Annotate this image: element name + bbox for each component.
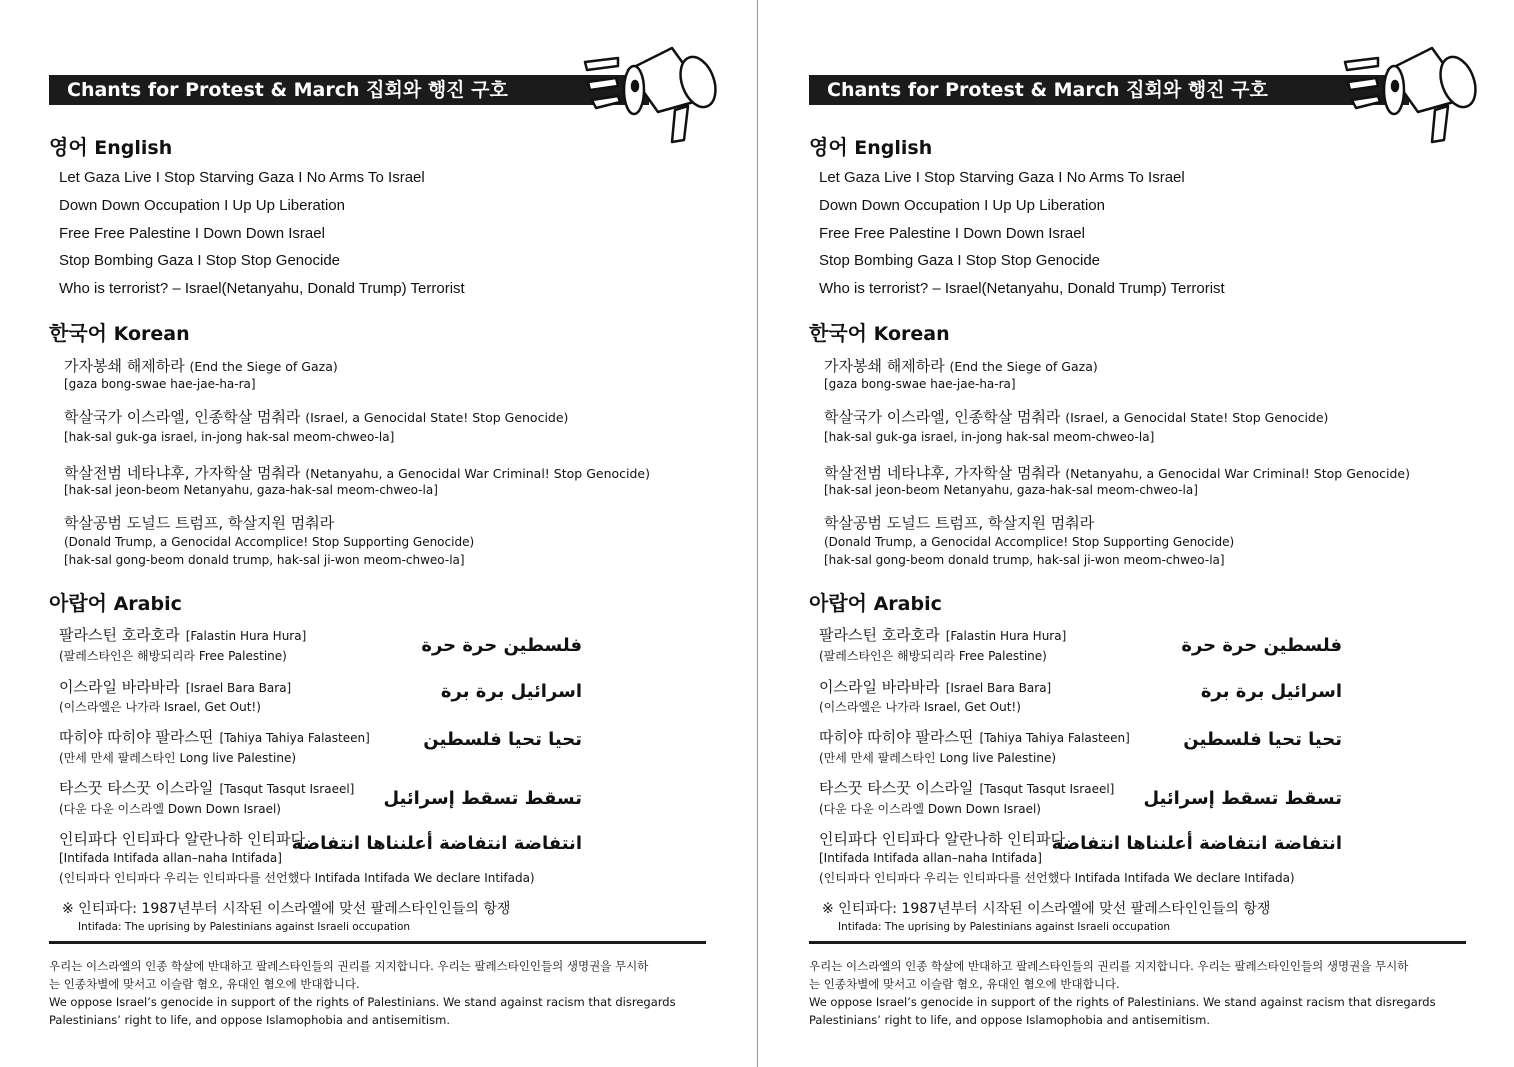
korean-chant-text: 가자봉쇄 해제하라 <box>824 357 945 375</box>
section-title-arabic: 아랍어 Arabic <box>49 591 182 615</box>
footer-statement: 우리는 이스라엘의 인종 학살에 반대하고 팔레스타인들의 권리를 지지합니다. 우리는 팔레스타인인들의 생명권을 무시하 <box>49 959 649 973</box>
korean-chant <box>64 512 334 533</box>
korean-chant-romanization: [hak-sal gong-beom donald trump, hak-sal ji-won meom-chweo-la] <box>824 553 1225 567</box>
korean-chant-translation: (End the Siege of Gaza) <box>949 359 1098 374</box>
korean-chant-translation: (Netanyahu, a Genocidal War Criminal! Stop Genocide) <box>1065 466 1410 481</box>
korean-chant <box>64 355 338 376</box>
korean-chant <box>824 355 1098 376</box>
english-chant: Who is terrorist? – Israel(Netanyahu, Donald Trump) Terrorist <box>59 280 465 297</box>
intifada-note-english: Intifada: The uprising by Palestinians against Israeli occupation <box>838 921 1171 933</box>
arabic-chant-korean: 인티파다 인티파다 알란나하 인티파다 <box>59 830 306 848</box>
banner-title: Chants for Protest & March 집회와 행진 구호 <box>49 75 649 105</box>
footer-rule <box>809 941 1466 944</box>
korean-chant-romanization: [hak-sal jeon-beom Netanyahu, gaza-hak-sal meom-chweo-la] <box>64 483 438 497</box>
korean-chant-translation: (Netanyahu, a Genocidal War Criminal! Stop Genocide) <box>305 466 650 481</box>
arabic-chant-romanization: [Intifada Intifada allan–naha Intifada] <box>59 851 282 865</box>
arabic-chant-korean: 팔라스틴 호라호라 [Falastin Hura Hura] <box>59 626 307 644</box>
korean-chant <box>824 512 1094 533</box>
arabic-chant-arabic: فلسطين حرة حرة <box>421 635 582 656</box>
korean-chant-translation: (Donald Trump, a Genocidal Accomplice! Stop Supporting Genocide) <box>64 535 475 549</box>
section-title-korean: 한국어 Korean <box>809 321 950 345</box>
megaphone-icon <box>1340 40 1480 150</box>
arabic-chant-arabic: تسقط تسقط إسرائيل <box>383 788 582 809</box>
section-title-english: 영어 English <box>809 135 933 159</box>
intifada-note-english: Intifada: The uprising by Palestinians against Israeli occupation <box>78 921 411 933</box>
arabic-chant-korean: 타스꿋 타스꿋 이스라일 [Tasqut Tasqut Israeel] <box>819 779 1115 797</box>
footer-rule <box>49 941 706 944</box>
megaphone-icon <box>580 40 720 150</box>
korean-chant-romanization: [hak-sal guk-ga israel, in-jong hak-sal meom-chweo-la] <box>64 430 395 444</box>
arabic-chant-arabic: انتفاضة انتفاضة أعلنناها انتفاضة <box>291 833 582 854</box>
arabic-chant-korean: 이스라일 바라바라 [Israel Bara Bara] <box>819 678 1052 696</box>
english-chant: Free Free Palestine I Down Down Israel <box>59 225 325 242</box>
footer-statement: We oppose Israel’s genocide in support of the rights of Palestinians. We stand against racism that disregards <box>49 995 676 1009</box>
arabic-chant-romanization: [Tahiya Tahiya Falasteen] <box>979 731 1130 745</box>
english-chant: Stop Bombing Gaza I Stop Stop Genocide <box>819 252 1101 269</box>
korean-chant-translation: (Donald Trump, a Genocidal Accomplice! Stop Supporting Genocide) <box>824 535 1235 549</box>
korean-chant-romanization: [gaza bong-swae hae-jae-ha-ra] <box>824 377 1016 391</box>
korean-chant <box>64 406 568 427</box>
arabic-chant-arabic: انتفاضة انتفاضة أعلنناها انتفاضة <box>1051 833 1342 854</box>
english-chant: Who is terrorist? – Israel(Netanyahu, Donald Trump) Terrorist <box>819 280 1225 297</box>
korean-chant-romanization: [hak-sal gong-beom donald trump, hak-sal ji-won meom-chweo-la] <box>64 553 465 567</box>
banner-title: Chants for Protest & March 집회와 행진 구호 <box>809 75 1409 105</box>
arabic-chant-translation: (팔레스타인은 해방되리라 Free Palestine) <box>59 649 287 663</box>
arabic-chant-romanization: [Tasqut Tasqut Israeel] <box>979 782 1115 796</box>
arabic-chant-arabic: اسرائيل برة برة <box>440 681 582 702</box>
arabic-chant-arabic: تحيا تحيا فلسطين <box>423 729 582 750</box>
arabic-chant-arabic: فلسطين حرة حرة <box>1181 635 1342 656</box>
arabic-chant-romanization: [Falastin Hura Hura] <box>185 629 307 643</box>
korean-chant <box>64 462 650 483</box>
section-title-english: 영어 English <box>49 135 173 159</box>
arabic-chant-korean: 팔라스틴 호라호라 [Falastin Hura Hura] <box>819 626 1067 644</box>
arabic-chant-translation: (다운 다운 이스라엘 Down Down Israel) <box>819 802 1041 816</box>
arabic-chant-korean: 따히야 따히야 팔라스띤 [Tahiya Tahiya Falasteen] <box>59 728 370 746</box>
korean-chant-text: 학살국가 이스라엘, 인종학살 멈춰라 <box>824 408 1061 426</box>
english-chant: Down Down Occupation I Up Up Liberation <box>59 197 345 214</box>
arabic-chant-korean: 인티파다 인티파다 알란나하 인티파다 <box>819 830 1066 848</box>
footer-statement: Palestinians’ right to life, and oppose Islamophobia and antisemitism. <box>809 1013 1210 1027</box>
arabic-chant-arabic: اسرائيل برة برة <box>1200 681 1342 702</box>
korean-chant-text: 학살공범 도널드 트럼프, 학살지원 멈춰라 <box>824 514 1095 532</box>
english-chant: Down Down Occupation I Up Up Liberation <box>819 197 1105 214</box>
korean-chant-text: 학살국가 이스라엘, 인종학살 멈춰라 <box>64 408 301 426</box>
footer-statement: Palestinians’ right to life, and oppose Islamophobia and antisemitism. <box>49 1013 450 1027</box>
arabic-chant-romanization: [Intifada Intifada allan–naha Intifada] <box>819 851 1042 865</box>
korean-chant-translation: (Israel, a Genocidal State! Stop Genocide) <box>1065 410 1329 425</box>
arabic-chant-korean: 이스라일 바라바라 [Israel Bara Bara] <box>59 678 292 696</box>
arabic-chant-romanization: [Israel Bara Bara] <box>185 681 292 695</box>
footer-statement: 우리는 이스라엘의 인종 학살에 반대하고 팔레스타인들의 권리를 지지합니다. 우리는 팔레스타인인들의 생명권을 무시하 <box>809 959 1409 973</box>
section-title-arabic: 아랍어 Arabic <box>809 591 942 615</box>
korean-chant-romanization: [hak-sal jeon-beom Netanyahu, gaza-hak-sal meom-chweo-la] <box>824 483 1198 497</box>
arabic-chant-translation: (인티파다 인티파다 우리는 인티파다를 선언했다 Intifada Intifada We declare Intifada) <box>59 871 535 885</box>
arabic-chant-translation: (인티파다 인티파다 우리는 인티파다를 선언했다 Intifada Intifada We declare Intifada) <box>819 871 1295 885</box>
korean-chant <box>824 406 1328 427</box>
arabic-chant-romanization: [Tasqut Tasqut Israeel] <box>219 782 355 796</box>
arabic-chant-romanization: [Israel Bara Bara] <box>945 681 1052 695</box>
intifada-note: ※ 인티파다: 1987년부터 시작된 이스라엘에 맞선 팔레스타인인들의 항쟁 <box>822 901 1271 917</box>
english-chant: Let Gaza Live I Stop Starving Gaza I No Arms To Israel <box>59 169 425 186</box>
korean-chant <box>824 462 1410 483</box>
korean-chant-romanization: [hak-sal guk-ga israel, in-jong hak-sal meom-chweo-la] <box>824 430 1155 444</box>
english-chant: Let Gaza Live I Stop Starving Gaza I No Arms To Israel <box>819 169 1185 186</box>
arabic-chant-translation: (이스라엘은 나가라 Israel, Get Out!) <box>819 700 1021 714</box>
arabic-chant-translation: (다운 다운 이스라엘 Down Down Israel) <box>59 802 281 816</box>
korean-chant-translation: (End the Siege of Gaza) <box>189 359 338 374</box>
page-divider <box>757 0 758 1067</box>
korean-chant-text: 학살전범 네타냐후, 가자학살 멈춰라 <box>824 464 1061 482</box>
arabic-chant-translation: (팔레스타인은 해방되리라 Free Palestine) <box>819 649 1047 663</box>
arabic-chant-romanization: [Falastin Hura Hura] <box>945 629 1067 643</box>
arabic-chant-translation: (이스라엘은 나가라 Israel, Get Out!) <box>59 700 261 714</box>
korean-chant-text: 학살공범 도널드 트럼프, 학살지원 멈춰라 <box>64 514 335 532</box>
arabic-chant-arabic: تسقط تسقط إسرائيل <box>1143 788 1342 809</box>
korean-chant-translation: (Israel, a Genocidal State! Stop Genocide) <box>305 410 569 425</box>
intifada-note: ※ 인티파다: 1987년부터 시작된 이스라엘에 맞선 팔레스타인인들의 항쟁 <box>62 901 511 917</box>
arabic-chant-korean: 타스꿋 타스꿋 이스라일 [Tasqut Tasqut Israeel] <box>59 779 355 797</box>
footer-statement: 는 인종차별에 맞서고 이슬람 혐오, 유대인 혐오에 반대합니다. <box>809 977 1120 991</box>
english-chant: Free Free Palestine I Down Down Israel <box>819 225 1085 242</box>
flyer-page-right <box>760 0 1514 1067</box>
arabic-chant-translation: (만세 만세 팔레스타인 Long live Palestine) <box>819 751 1057 765</box>
footer-statement: 는 인종차별에 맞서고 이슬람 혐오, 유대인 혐오에 반대합니다. <box>49 977 360 991</box>
footer-statement: We oppose Israel’s genocide in support of the rights of Palestinians. We stand against racism that disregards <box>809 995 1436 1009</box>
arabic-chant-romanization: [Tahiya Tahiya Falasteen] <box>219 731 370 745</box>
arabic-chant-translation: (만세 만세 팔레스타인 Long live Palestine) <box>59 751 297 765</box>
korean-chant-text: 가자봉쇄 해제하라 <box>64 357 185 375</box>
english-chant: Stop Bombing Gaza I Stop Stop Genocide <box>59 252 341 269</box>
section-title-korean: 한국어 Korean <box>49 321 190 345</box>
korean-chant-text: 학살전범 네타냐후, 가자학살 멈춰라 <box>64 464 301 482</box>
arabic-chant-korean: 따히야 따히야 팔라스띤 [Tahiya Tahiya Falasteen] <box>819 728 1130 746</box>
korean-chant-romanization: [gaza bong-swae hae-jae-ha-ra] <box>64 377 256 391</box>
arabic-chant-arabic: تحيا تحيا فلسطين <box>1183 729 1342 750</box>
